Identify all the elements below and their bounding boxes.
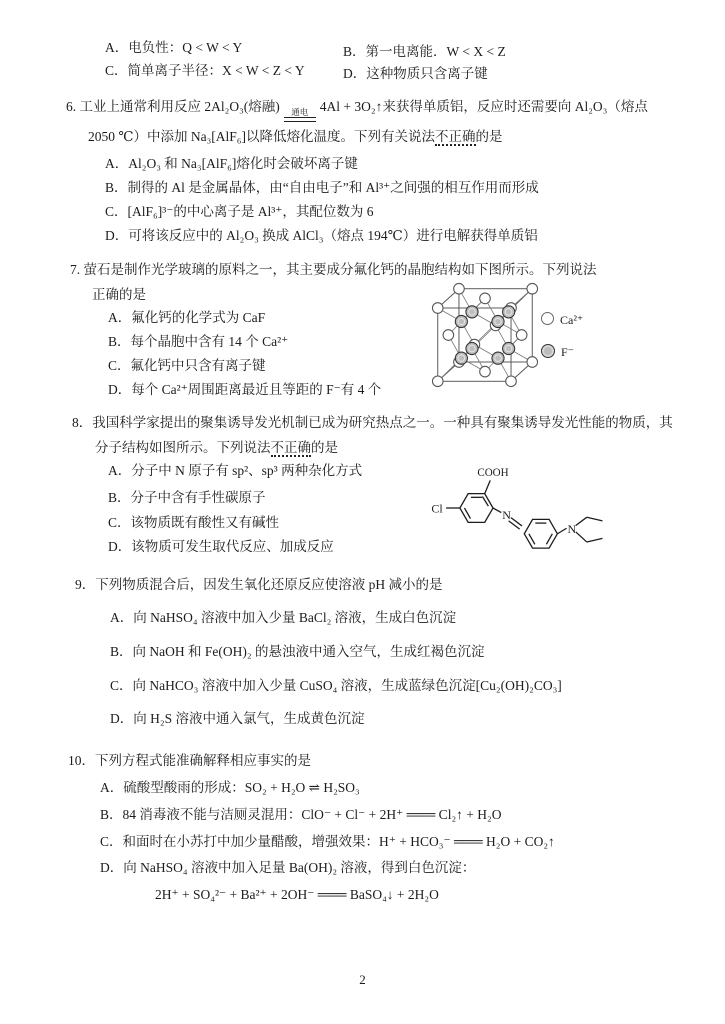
- molecule-bonds: [446, 480, 602, 548]
- chlorine-label: Cl: [431, 501, 443, 516]
- double-line-equals: [284, 117, 316, 122]
- q6-stem-line-1: [66, 99, 648, 122]
- q9-option-b: B．向 NaOH 和 Fe(OH)₂ 的悬浊液中通入空气，生成红褐色沉淀: [110, 644, 485, 659]
- legend-calcium: [541, 312, 583, 328]
- condition-label: 通电: [291, 107, 309, 117]
- q6-option-d: D．可将该反应中的 Al₂O₃ 换成 AlCl₃（熔点 194℃）进行电解获得单质铝: [105, 228, 538, 243]
- q8-stem-emphasis: 不正确: [270, 440, 311, 455]
- q6-option-c: C．[AlF₆]³⁻的中心离子是 Al³⁺，其配位数为 6: [105, 204, 374, 219]
- q7-option-d: D．每个 Ca²⁺周围距离最近且等距的 F⁻有 4 个: [108, 382, 382, 397]
- legend-calcium-label: Ca²⁺: [560, 313, 584, 327]
- q9-option-a: A．向 NaHSO₄ 溶液中加入少量 BaCl₂ 溶液，生成白色沉淀: [110, 610, 457, 625]
- q10-option-c: C．和面时在小苏打中加少量醋酸，增强效果：H⁺ + HCO₃⁻ ═══ H₂O + CO₂↑: [100, 834, 555, 849]
- q8-option-b: B．分子中含有手性碳原子: [108, 490, 266, 505]
- q7-stem-line-1: 7. 萤石是制作光学玻璃的原料之一，其主要成分氟化钙的晶胞结构如下图所示。下列说法: [70, 262, 597, 277]
- shaded-circle-icon: [541, 344, 555, 358]
- q10-option-d-equation: 2H⁺ + SO₄²⁻ + Ba²⁺ + 2OH⁻ ═══ BaSO₄↓ + 2H₂O: [155, 887, 439, 902]
- q7-stem-line-2: 正确的是: [92, 287, 146, 302]
- q9-stem: 9．下列物质混合后，因发生氧化还原反应使溶液 pH 减小的是: [75, 577, 443, 592]
- amine-nitrogen-label: N: [567, 521, 577, 536]
- q8-stem-2a: 分子结构如图所示。下列说法: [95, 440, 271, 455]
- q10-option-b: B．84 消毒液不能与洁厕灵混用：ClO⁻ + Cl⁻ + 2H⁺ ═══ Cl₂↑ + H₂O: [100, 807, 502, 822]
- q8-option-d: D．该物质可发生取代反应、加成反应: [108, 539, 334, 554]
- q8-stem-line-2: [95, 440, 338, 457]
- q7-option-a: A．氟化钙的化学式为 CaF: [108, 310, 266, 325]
- q9-option-d: D．向 H₂S 溶液中通入氯气，生成黄色沉淀: [110, 711, 365, 726]
- q7-option-c: C．氟化钙中只含有离子键: [108, 358, 266, 373]
- q6-option-a: A．Al₂O₃ 和 Na₃[AlF₆]熔化时会破坏离子键: [105, 156, 358, 171]
- molecule-structure-figure: [424, 462, 608, 554]
- q10-option-a: A．硫酸型酸雨的形成：SO₂ + H₂O ⇌ H₂SO₃: [100, 780, 360, 795]
- q8-stem-line-1: 8．我国科学家提出的聚集诱导发光机制已成为研究热点之一。一种具有聚集诱导发光性能的物质，其: [72, 415, 673, 430]
- open-circle-icon: [541, 312, 554, 325]
- q6-option-b: B．制得的 Al 是金属晶体，由“自由电子”和 Al³⁺之间强的相互作用而形成: [105, 180, 539, 195]
- q8-option-a: A．分子中 N 原子有 sp²、sp³ 两种杂化方式: [108, 463, 363, 478]
- legend-fluoride: [541, 344, 574, 360]
- q8-stem-2b: 的是: [311, 440, 338, 455]
- q5-option-d: D．这种物质只含离子键: [343, 66, 488, 81]
- page-number: 2: [359, 972, 366, 987]
- q6-stem-1a: 6. 工业上通常利用反应 2Al₂O₃(熔融): [66, 99, 280, 114]
- q6-stem-emphasis: 不正确: [435, 129, 476, 144]
- q5-option-c: C．简单离子半径：X < W < Z < Y: [105, 63, 305, 78]
- q6-stem-2a: 2050 ℃）中添加 Na₃[AlF₆]以降低熔化温度。下列有关说法: [88, 129, 436, 144]
- q5-option-a: A．电负性：Q < W < Y: [105, 40, 243, 55]
- q6-stem-2b: 的是: [475, 129, 503, 144]
- q6-stem-1b: 4Al + 3O₂↑来获得单质铝，反应时还需要向 Al₂O₃（熔点: [319, 99, 648, 114]
- q9-option-c: C．向 NaHCO₃ 溶液中加入少量 CuSO₄ 溶液，生成蓝绿色沉淀[Cu₂(OH)₂CO₃]: [110, 678, 562, 693]
- q7-option-b: B．每个晶胞中含有 14 个 Ca²⁺: [108, 334, 289, 349]
- legend-fluoride-label: F⁻: [561, 345, 575, 359]
- fluorite-unit-cell-figure: [426, 281, 544, 389]
- q10-stem: 10．下列方程式能准确解释相应事实的是: [68, 753, 311, 768]
- fluoride-atoms: [455, 306, 514, 364]
- reaction-condition: [284, 108, 316, 122]
- imine-nitrogen-label: N: [502, 508, 511, 523]
- q10-option-d: D．向 NaHSO₄ 溶液中加入足量 Ba(OH)₂ 溶液，得到白色沉淀：: [100, 860, 476, 875]
- q8-option-c: C．该物质既有酸性又有碱性: [108, 515, 280, 530]
- q5-option-b: B．第一电离能．W < X < Z: [343, 44, 506, 59]
- q6-stem-line-2: [88, 129, 503, 146]
- carboxyl-label: COOH: [477, 466, 509, 479]
